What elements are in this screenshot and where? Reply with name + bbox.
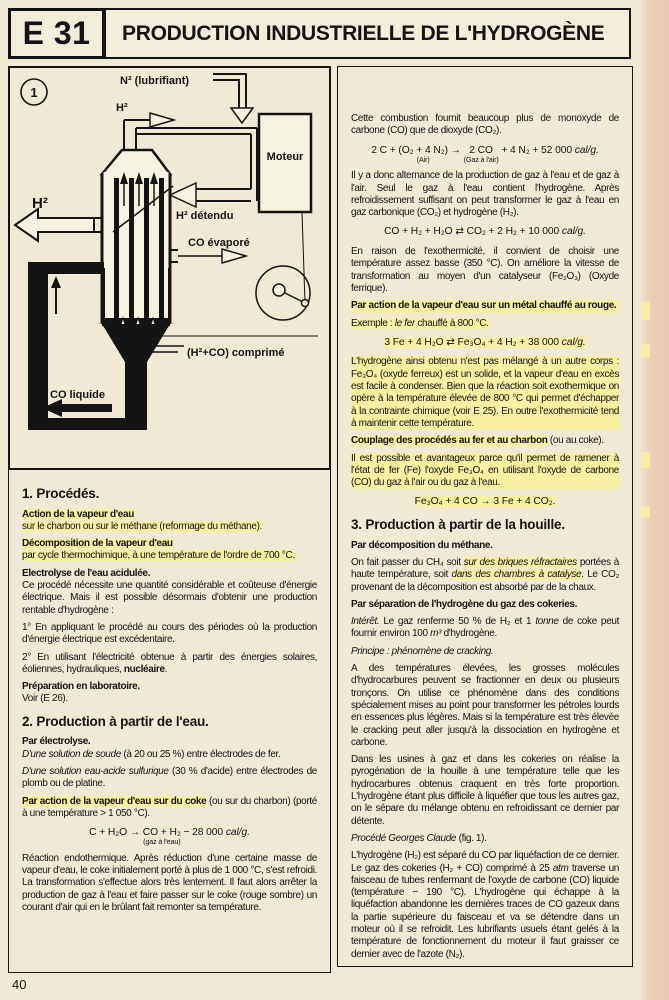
motor-label: Moteur: [266, 151, 304, 163]
text-run: de coke peut fournir environ 100: [351, 616, 619, 640]
paragraph: [351, 246, 619, 295]
tube: [159, 178, 164, 326]
paragraph: [351, 646, 619, 658]
text-run: (fig. 1).: [456, 832, 487, 844]
paragraph: [22, 652, 317, 677]
paragraph-heading: [351, 300, 619, 312]
text-run: D'une solution eau-acide sulfurique: [22, 765, 169, 777]
figure-number: 1: [30, 85, 38, 100]
text-run: On fait passer du CH₄ soit: [351, 557, 464, 568]
equation: [351, 496, 619, 509]
paragraph: [351, 170, 619, 219]
paragraph: [351, 663, 619, 749]
tube-channel: [105, 268, 114, 318]
co-evapore-arrow-icon: [222, 249, 246, 263]
text-run: Intérêt.: [351, 616, 380, 628]
paragraph: [351, 113, 619, 138]
section-heading: [351, 517, 619, 534]
tube-channel: [149, 268, 159, 318]
paragraph: [22, 622, 317, 647]
text-run: Réaction endothermique. Après réduction d'une certaine masse de vapeur d'eau, le coke initialement porté à plus de 1 000 °C, s'est refroidi. La transformation s'effectue alors très lentement. Il faut alors arrêter la production de gaz à l'eau et faire passer sur le coke (rouge sombre) un courant d'air qui en le brûlant fait remonter sa température.: [22, 852, 317, 913]
page-code: E 31: [8, 8, 105, 59]
text-run: Préparation en laboratoire.: [22, 681, 140, 693]
paragraph: [351, 616, 619, 641]
text-run: En raison de l'exothermicité, il convient de choisir une température assez basse (350 °C). On améliore la vitesse de transformation au moyen d'un catalyseur (Fe₂O₃) (Oxyde ferrique).: [351, 246, 619, 294]
page-number: 40: [12, 977, 27, 992]
process-diagram: [10, 68, 329, 468]
vessel-interior: [104, 172, 169, 270]
text-run: 1° En appliquant le procédé au cours des périodes où la production d'énergie électrique est excédentaire.: [22, 621, 317, 646]
section-heading: [22, 714, 317, 731]
text-run: atm: [552, 862, 569, 874]
text-run: Fe₃O₄ + 4 CO → 3 Fe + 4 CO₂.: [414, 496, 556, 508]
text-run: − 28 000: [180, 827, 226, 839]
paragraph-heading: [22, 509, 317, 534]
tube-channel: [119, 268, 129, 318]
equation-under-label: (Gaz à l'air): [463, 154, 499, 164]
equation-under-label: (Air): [416, 154, 430, 164]
text-run: (à 20 ou 25 %) entre électrodes de fer.: [120, 748, 281, 760]
text-run: Couplage des procédés au fer et au charbon: [351, 435, 548, 447]
text-run: Action de la vapeur d'eau: [22, 508, 134, 520]
return-pipe: [196, 189, 251, 201]
text-run: cal/g.: [561, 226, 586, 238]
text-run: Par électrolyse.: [22, 736, 91, 748]
paragraph: [351, 754, 619, 828]
text-run: Procédé Georges Claude: [351, 832, 457, 844]
paragraph-heading: [351, 540, 619, 552]
text-run: A des températures élevées, les grosses molécules d'hydrocarbures peuvent se fractionner en deux ou plusieurs tronçons. On utilise ce phénomène dans des conditions spécialement mises au point pour transformer les pétroles lourds en essences plus légères. Mais si la température est très élevée le cracking peut aller jusqu'à la dissociation en hydrogène et carbone.: [351, 663, 619, 748]
text-run: CO + H₂ + H₂O ⇄ CO₂ + 2 H₂ + 10 000: [384, 226, 562, 238]
text-run: [398, 145, 448, 164]
text-run: (ou sur du charbon) (porté à une température > 1 050 °C).: [22, 795, 317, 819]
text-run: 3. Production à partir de la houille.: [351, 517, 565, 533]
text-run: Décomposition de la vapeur d'eau: [22, 538, 173, 550]
text-run: D'une solution de soude: [22, 748, 121, 760]
text-run: d'hydrogène.: [441, 628, 497, 640]
highlight-bleed-mark: [641, 302, 650, 320]
co-evapore-label: CO évaporé: [188, 237, 250, 249]
loop-bottom-pipe: [28, 418, 147, 430]
text-run: cal/g.: [225, 827, 250, 839]
paragraph: [22, 853, 317, 914]
text-run: cal/g.: [574, 144, 599, 156]
text-run: Il est possible et avantageux parce qu'il permet de ramener à l'état de fer (Fe) l'oxyde Fe₃O₄ en utilisant l'oxyde de carbone (CO) du gaz à l'air ou du gaz à l'eau.: [351, 452, 619, 489]
text-run: cal/g.: [561, 336, 586, 348]
text-run: Par action de la vapeur d'eau sur du coke: [22, 795, 207, 807]
equation-term: 2 CO: [469, 144, 493, 156]
text-run: Principe : phénomène de cracking.: [351, 645, 494, 657]
motor-box: [259, 114, 311, 212]
text-run: L'hydrogène ainsi obtenu n'est pas mélangé à un autre corps : Fe₃O₄ (oxyde ferreux) est un solide, et la vapeur d'eau en excès est facile à condenser. Bien que la réaction soit exothermique on opère à la température élevée de 800 °C qui permet d'échapper à la contrainte chimique (voir E 25). En outre l'exothermicité tend à maintenir cette température.: [351, 356, 619, 429]
text-run: Le gaz renferme 50 % de H₂ et 1: [379, 616, 536, 628]
equation-term: (O₂ + 4 N₂): [398, 144, 448, 156]
paragraph: [22, 681, 317, 706]
equation-under-label: (gaz à l'eau): [143, 837, 181, 847]
paragraph: [22, 766, 317, 791]
h2-out-label: H²: [32, 195, 48, 212]
tube-channel: [164, 268, 168, 318]
page-edge-strip: [641, 0, 669, 1000]
text-run: Cette combustion fournit beaucoup plus de monoxyde de carbone (CO) que de dioxyde (CO₂).: [351, 113, 619, 137]
crank-pin: [302, 300, 309, 307]
text-run: sur des briques réfractaires: [463, 557, 577, 568]
highlight-bleed-mark: [641, 344, 650, 358]
text-run: tonne: [535, 616, 559, 628]
text-run: + 4 N₂ + 52 000: [498, 144, 575, 156]
tube: [129, 178, 134, 326]
drive-rod: [302, 212, 305, 303]
paragraph: [351, 356, 619, 430]
text-run: 2 C +: [371, 144, 399, 156]
tube: [144, 178, 149, 326]
text-run: par cycle thermochimique, à une température de l'ordre de 700 °C.: [22, 550, 295, 562]
paragraph: [351, 557, 619, 594]
h2-detendu-arrow-icon: [170, 183, 196, 207]
text-run: Ce procédé nécessite une quantité considérable et coûteuse d'énergie électrique. Mais il est possible désormais d'obtenir une production rentable d'hydrogène :: [22, 580, 317, 616]
highlight-bleed-mark: [641, 452, 650, 468]
text-run: C + H₂O →: [89, 827, 143, 839]
n2-label: N² (lubrifiant): [120, 75, 190, 87]
text-run: 1. Procédés.: [22, 486, 100, 501]
paragraph: [22, 796, 317, 821]
section-heading: [22, 486, 317, 503]
text-run: sur le charbon ou sur le méthane (reformage du méthane).: [22, 520, 262, 532]
text-run: [464, 145, 499, 164]
loop-left-pipe: [28, 262, 48, 430]
h2-detendu-label: H² détendu: [176, 210, 234, 222]
paragraph: [351, 318, 619, 330]
text-run: [143, 827, 181, 846]
paragraph: [351, 833, 619, 845]
n2-arrow-icon: [231, 108, 253, 123]
tube-channel: [134, 268, 144, 318]
text-run: m³: [430, 628, 442, 640]
text-run: →: [447, 144, 464, 156]
h2-top-label: H²: [116, 102, 128, 114]
equation: [22, 827, 317, 846]
text-run: 2. Production à partir de l'eau.: [22, 713, 209, 729]
n2-pipe: [213, 74, 246, 108]
paragraph: [351, 850, 619, 961]
text-run: traverse un faisceau de tubes renfermant de l'oxyde de carbone (CO) liquide (température − 190 °C). L'hydrogène qui échappe à la liquéfaction abandonne les dernières traces de CO gazeux dans la partie supérieure du faisceau et va se détendre dans un moteur où il se refroidit. Les lubrifiants usuels étant gelés à la température de fonctionnement du moteur il faut graisser ce dernier avec de l'azote (N₂).: [351, 862, 619, 960]
text-run: Par décomposition du méthane.: [351, 539, 493, 551]
paragraph: [351, 453, 619, 490]
right-column-text: [337, 66, 633, 967]
text-run: Electrolyse de l'eau acidulée.: [22, 567, 151, 579]
text-run: Exemple :: [351, 317, 395, 329]
paragraph: [22, 736, 317, 761]
text-run: dans des chambres à catalyse: [451, 569, 582, 581]
text-run: 2° En utilisant l'électricité obtenue à partir des énergies solaires, éoliennes, hydrauliques,: [22, 651, 317, 675]
h2-out-arrow-icon: [15, 209, 94, 241]
paragraph-heading: [351, 435, 619, 447]
text-run: (ou au coke).: [547, 435, 604, 447]
text-run: Par séparation de l'hydrogène du gaz des cokeries.: [351, 598, 578, 610]
paragraph-heading: [351, 599, 619, 611]
equation: [351, 145, 619, 164]
co-liquide-arrow-icon: [42, 399, 112, 417]
equation-term: CO + H₂: [142, 827, 181, 839]
text-run: (30 % d'acide) entre électrodes de plomb ou de platine.: [22, 765, 317, 790]
h2co-label: (H²+CO) comprimé: [187, 347, 285, 359]
text-run: le fer: [394, 317, 415, 329]
text-run: . Le CO₂ provenant de la décomposition est absorbé par de la chaux.: [351, 569, 620, 593]
tube: [114, 178, 119, 326]
text-run: Par action de la vapeur d'eau sur un métal chauffé au rouge.: [351, 300, 617, 312]
page-title: PRODUCTION INDUSTRIELLE DE L'HYDROGÈNE: [104, 8, 631, 59]
loop-up-arrow-icon: [51, 276, 61, 288]
text-run: nucléaire: [123, 663, 165, 675]
text-run: .: [164, 663, 168, 675]
text-run: Dans les usines à gaz et dans les cokeries on réalise la pyrogénation de la houille à une température telle que les hydrocarbures obtenus craquent en très forte proportion. L'hydrogène étant plus difficile à liquéfier que tous les autres gaz, on le sépare du mélange obtenu en refroidissant ce dernier par détente.: [351, 754, 619, 827]
text-run: L'hydrogène (H₂) est séparé du CO par liquéfaction de ce dernier. Le gaz des cokeries (H₂ + CO) comprimé à 25: [351, 850, 619, 874]
text-run: Voir (E 26).: [22, 693, 68, 705]
left-column-text: [8, 470, 331, 973]
h2-top-arrow-icon: [150, 113, 174, 127]
vessel-cone: [102, 324, 170, 362]
text-run: chauffé à 800 °C.: [414, 317, 489, 329]
co-liquide-label: CO liquide: [50, 389, 105, 401]
text-run: 3 Fe + 4 H₂O ⇄ Fe₃O₄ + 4 H₂ + 38 000: [384, 336, 562, 348]
paragraph: [22, 568, 317, 617]
equation: [351, 226, 619, 239]
paragraph-heading: [22, 538, 317, 563]
text-run: portées à haute température, soit: [351, 557, 619, 581]
vessel-dome: [102, 150, 170, 174]
equation: [351, 337, 619, 350]
flywheel-hub: [273, 284, 285, 296]
figure-box: [8, 66, 331, 470]
text-run: Il y a donc alternance de la production de gaz à l'eau et de gaz à l'air. Seul le gaz à l'eau contient l'hydrogène. Après refroidissement suffisant on peut transformer le gaz à l'eau en gaz carbonique (CO₂) et hydrogène (H₂).: [351, 170, 619, 219]
highlight-bleed-mark: [641, 506, 650, 518]
